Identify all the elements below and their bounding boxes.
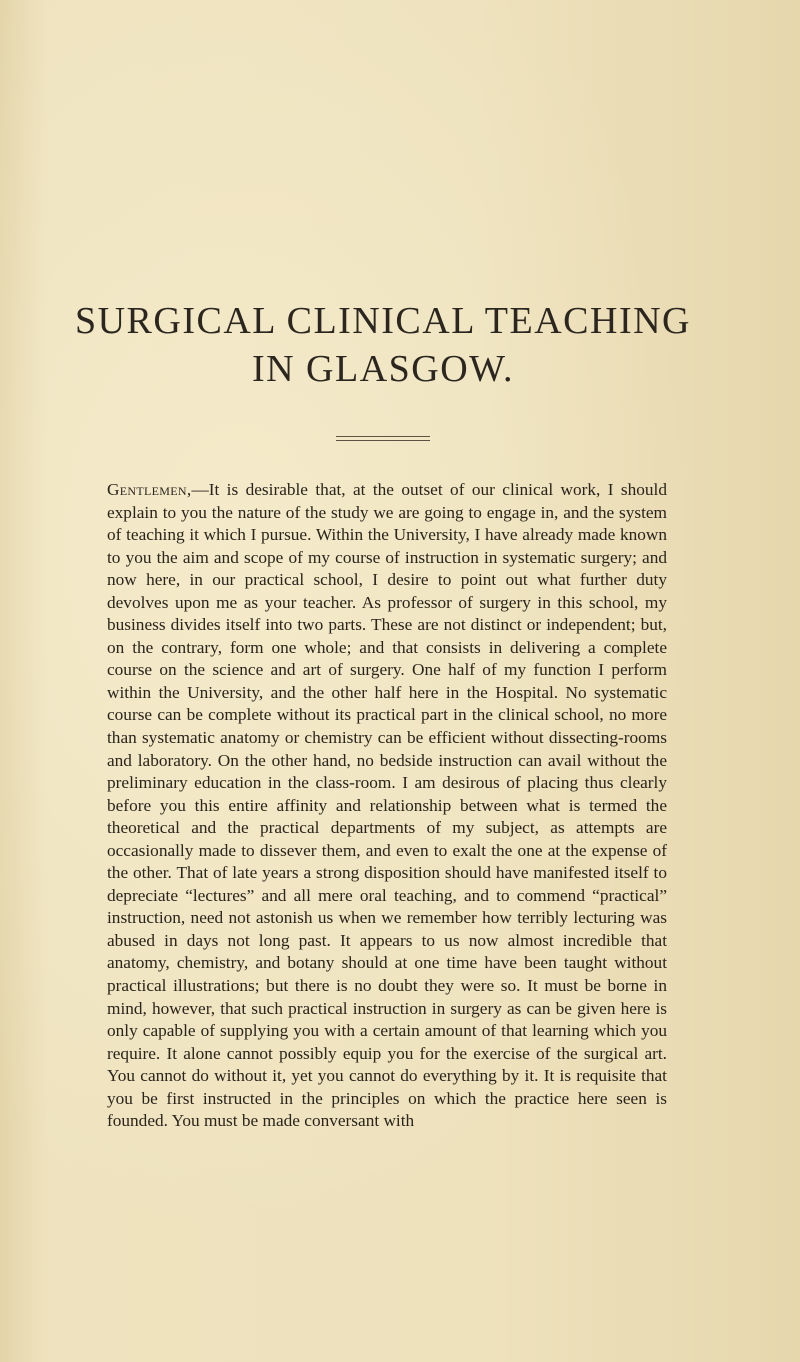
chapter-title-line-1: SURGICAL CLINICAL TEACHING <box>74 300 691 342</box>
body-paragraph <box>107 479 667 1133</box>
paragraph-text: —It is desirable that, at the outset of our clinical work, I should explain to you the nature of the study we are going to engage in, and the system of teaching it which I pursue. Within the University, I have already made known to you the aim and scope of my course of instruction in systematic surgery; and now here, in our practical school, I desire to point out what further duty devolves upon me as your teacher. As professor of surgery in this school, my business divides itself into two parts. These are not distinct or independent; but, on the contrary, form one whole; and that consists in delivering a complete course on the science and art of surgery. One half of my function I perform within the University, and the other half here in the Hospital. No systematic course can be complete without its practical part in the clinical school, no more than systematic anatomy or chemistry can be efficient without dissecting-rooms and laboratory. On the other hand, no bedside instruction can avail without the preliminary education in the class-room. I am desirous of placing thus clearly before you this entire affinity and relationship between what is termed the theoretical and the practical departments of my subject, as attempts are occasionally made to dissever them, and even to exalt the one at the expense of the other. That of late years a strong disposition should have manifested itself to depreciate “lectures” and all mere oral teaching, and to commend “practical” instruction, need not astonish us when we remember how terribly lecturing was abused in days not long past. It appears to us now almost incredible that anatomy, chemistry, and botany should at one time have been taught without practical illustrations; but there is no doubt they were so. It must be borne in mind, however, that such practical instruction in surgery as can be given here is only capable of supplying you with a certain amount of that learning which you require. It alone cannot possibly equip you for the exercise of the surgical art. You cannot do without it, yet you cannot do everything by it. It is requisite that you be first instructed in the principles on which the practice here seen is founded. You must be made conversant with <box>107 480 667 1131</box>
chapter-title-line-2: IN GLASGOW. <box>251 348 515 390</box>
title-rule-top <box>336 436 430 437</box>
salutation: Gentlemen, <box>107 480 192 499</box>
title-rule-bottom <box>336 440 430 441</box>
